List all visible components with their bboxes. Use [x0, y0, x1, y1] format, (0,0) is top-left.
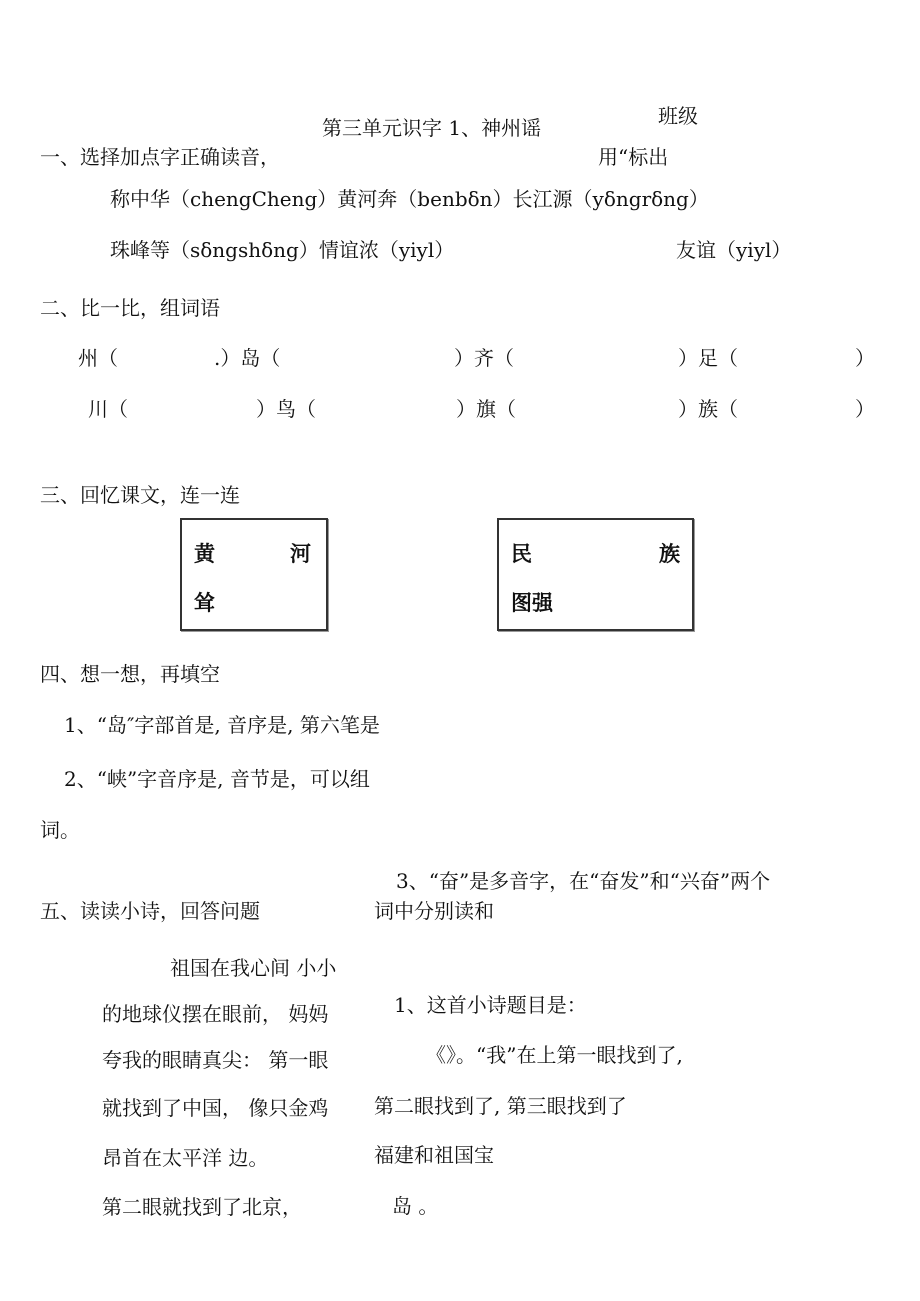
poem-line-4: 就找到了中国， 像只金鸡 [102, 1096, 329, 1120]
poem-question-line-4: 福建和祖国宝 [374, 1143, 494, 1167]
fill-question-1: 1、“岛″字部首是, 音序是, 第六笔是 [64, 713, 380, 737]
class-label: 班级 [658, 104, 698, 128]
poem-line-5: 昂首在太平洋 边。 [102, 1146, 269, 1170]
section-4-heading: 四、想一想，再填空 [40, 662, 220, 686]
poem-question-line-5: 岛 。 [392, 1194, 439, 1218]
fill-question-3: 3、“奋”是多音字，在“奋发”和“兴奋”两个 [396, 869, 771, 893]
compare-row-2-part-5: ） [855, 397, 875, 421]
section-1-hint: 用“标出 [598, 145, 669, 169]
match-box-left [180, 518, 328, 631]
match-box-right [497, 518, 694, 631]
section-2-heading: 二、比一比，组词语 [40, 296, 220, 320]
match-box-right-word-3: 图强 [511, 591, 553, 615]
poem-line-3: 夸我的眼睛真尖： 第一眼 [102, 1048, 329, 1072]
section-5-heading: 五、读读小诗，回答问题 [40, 899, 260, 923]
fill-question-2: 2、“峡”字音序是, 音节是，可以组 [64, 767, 370, 791]
match-box-right-word-1: 民 [511, 542, 532, 566]
match-box-right-word-2: 族 [659, 542, 680, 566]
section-1-row-2a: 珠峰等（sδngshδng）情谊浓（yiyl） [110, 238, 455, 262]
match-box-left-word-2: 河 [290, 542, 311, 566]
fill-question-2-continued: 词。 [40, 818, 80, 842]
match-box-left-word-1: 黄 [194, 542, 215, 566]
compare-row-1-part-2: .）岛（ [214, 346, 281, 370]
compare-row-1-part-1: 州（ [78, 346, 118, 370]
compare-row-2-part-4: ）族（ [678, 397, 738, 421]
section-3-heading: 三、回忆课文，连一连 [40, 483, 240, 507]
match-box-left-word-3: 耸 [194, 591, 215, 615]
poem-line-1: 祖国在我心间 小小 [170, 956, 337, 980]
compare-row-1-part-4: ）足（ [678, 346, 738, 370]
compare-row-2-part-1: 川（ [88, 397, 128, 421]
poem-question-1: 1、这首小诗题目是： [394, 993, 587, 1017]
poem-question-line-3: 第二眼找到了, 第三眼找到了 [374, 1094, 627, 1118]
section-1-row-1: 称中华（chengCheng）黄河奔（benbδn）长江源（yδngrδng） [110, 187, 709, 211]
poem-question-line-2: 《》。“我”在上第一眼找到了, [426, 1043, 683, 1067]
page-title: 第三单元识字 1、神州谣 [322, 116, 542, 140]
poem-line-6: 第二眼就找到了北京， [102, 1195, 302, 1219]
section-1-heading: 一、选择加点字正确读音， [40, 145, 280, 169]
section-1-row-2b: 友谊（yiyl） [676, 238, 792, 262]
compare-row-2-part-2: ）鸟（ [256, 397, 316, 421]
compare-row-2-part-3: ）旗（ [456, 397, 516, 421]
poem-line-2: 的地球仪摆在眼前， 妈妈 [102, 1002, 329, 1026]
compare-row-1-part-5: ） [855, 346, 875, 370]
fill-question-3-continued: 词中分别读和 [374, 899, 494, 923]
compare-row-1-part-3: ）齐（ [454, 346, 514, 370]
